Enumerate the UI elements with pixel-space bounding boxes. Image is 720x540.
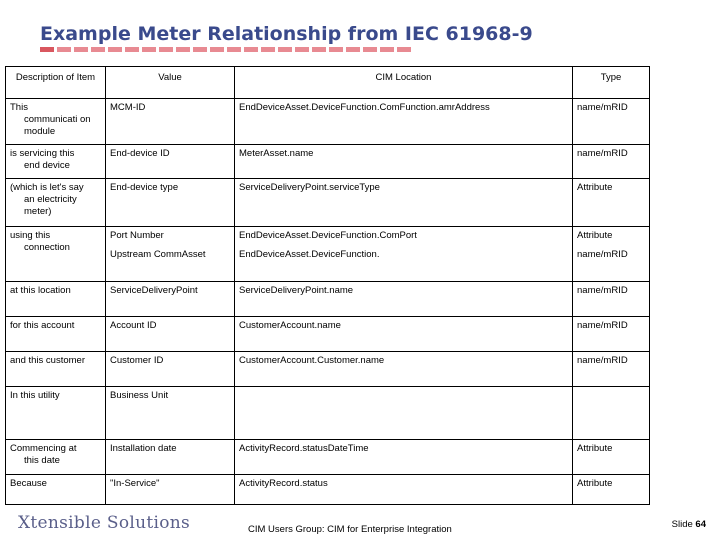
cell-cim-location: ActivityRecord.status [235, 475, 573, 505]
cell-value: MCM-ID [106, 99, 235, 145]
cell-cim-location: ServiceDeliveryPoint.serviceType [235, 179, 573, 227]
table-row [6, 352, 650, 387]
slide-number-value: 64 [695, 519, 706, 530]
cell-cim-location: ActivityRecord.statusDateTime [235, 440, 573, 475]
cell-description [6, 99, 106, 145]
table-row [6, 99, 650, 145]
header-cim-location: CIM Location [235, 67, 573, 99]
cell-value: "In-Service" [106, 475, 235, 505]
cell-description: for this account [6, 317, 106, 352]
description-line-2: this date [24, 455, 60, 466]
cell-description: In this utility [6, 387, 106, 440]
cell-cim-location [235, 227, 573, 282]
table-row [6, 387, 650, 440]
cell-description [6, 145, 106, 179]
header-type: Type [573, 67, 650, 99]
table-header-row [6, 67, 650, 99]
type-port-number: Attribute [573, 227, 649, 246]
table-row [6, 475, 650, 505]
table-row [6, 179, 650, 227]
cell-type: Attribute [573, 440, 650, 475]
description-line-2: connection [24, 242, 70, 253]
value-port-number: Port Number [106, 227, 234, 246]
cell-value: Installation date [106, 440, 235, 475]
cell-cim-location: ServiceDeliveryPoint.name [235, 282, 573, 317]
footer-text: CIM Users Group: CIM for Enterprise Integration [248, 524, 452, 535]
description-line-1: This [10, 102, 28, 113]
description-line-2: an electricity meter) [24, 194, 77, 217]
description-line-1: Commencing at [10, 443, 77, 454]
company-logo: Xtensible Solutions [18, 513, 191, 533]
slide-number [672, 519, 706, 530]
cell-cim-location: CustomerAccount.Customer.name [235, 352, 573, 387]
cell-description: at this location [6, 282, 106, 317]
cell-description: Because [6, 475, 106, 505]
cell-description [6, 179, 106, 227]
location-com-port: EndDeviceAsset.DeviceFunction.ComPort [235, 227, 572, 246]
description-line-1: (which is let's say [10, 182, 84, 193]
description-line-1: using this [10, 230, 51, 241]
cell-value: End-device type [106, 179, 235, 227]
cell-value: Account ID [106, 317, 235, 352]
header-value: Value [106, 67, 235, 99]
cell-type: Attribute [573, 179, 650, 227]
cell-value [106, 227, 235, 282]
cell-type: name/mRID [573, 317, 650, 352]
cell-type: name/mRID [573, 352, 650, 387]
slide-label: Slide [671, 519, 693, 530]
cell-value: Business Unit [106, 387, 235, 440]
cell-value: End-device ID [106, 145, 235, 179]
type-upstream-commasset: name/mRID [577, 249, 628, 260]
cell-description [6, 227, 106, 282]
cell-cim-location [235, 387, 573, 440]
cell-type: name/mRID [573, 282, 650, 317]
cell-description: and this customer [6, 352, 106, 387]
table-row [6, 282, 650, 317]
description-line-1: is servicing this [10, 148, 75, 159]
value-upstream-commasset: Upstream CommAsset [110, 249, 206, 260]
cell-type [573, 387, 650, 440]
cell-type: name/mRID [573, 145, 650, 179]
cell-description [6, 440, 106, 475]
slide-title: Example Meter Relationship from IEC 61968-9 [40, 23, 533, 45]
table-row [6, 440, 650, 475]
description-line-2: end device [24, 160, 70, 171]
cell-type: Attribute [573, 475, 650, 505]
cell-cim-location: EndDeviceAsset.DeviceFunction.ComFunction.amrAddress [235, 99, 573, 145]
cell-cim-location: MeterAsset.name [235, 145, 573, 179]
meter-relationship-table [5, 66, 650, 505]
location-device-function: EndDeviceAsset.DeviceFunction. [239, 249, 380, 260]
cell-type: name/mRID [573, 99, 650, 145]
table-row [6, 317, 650, 352]
header-description: Description of Item [6, 67, 106, 99]
cell-type [573, 227, 650, 282]
table-row [6, 227, 650, 282]
description-line-2: communicati on module [24, 114, 91, 137]
cell-value: Customer ID [106, 352, 235, 387]
title-decoration-bars [40, 47, 411, 52]
table-row [6, 145, 650, 179]
cell-cim-location: CustomerAccount.name [235, 317, 573, 352]
cell-value: ServiceDeliveryPoint [106, 282, 235, 317]
